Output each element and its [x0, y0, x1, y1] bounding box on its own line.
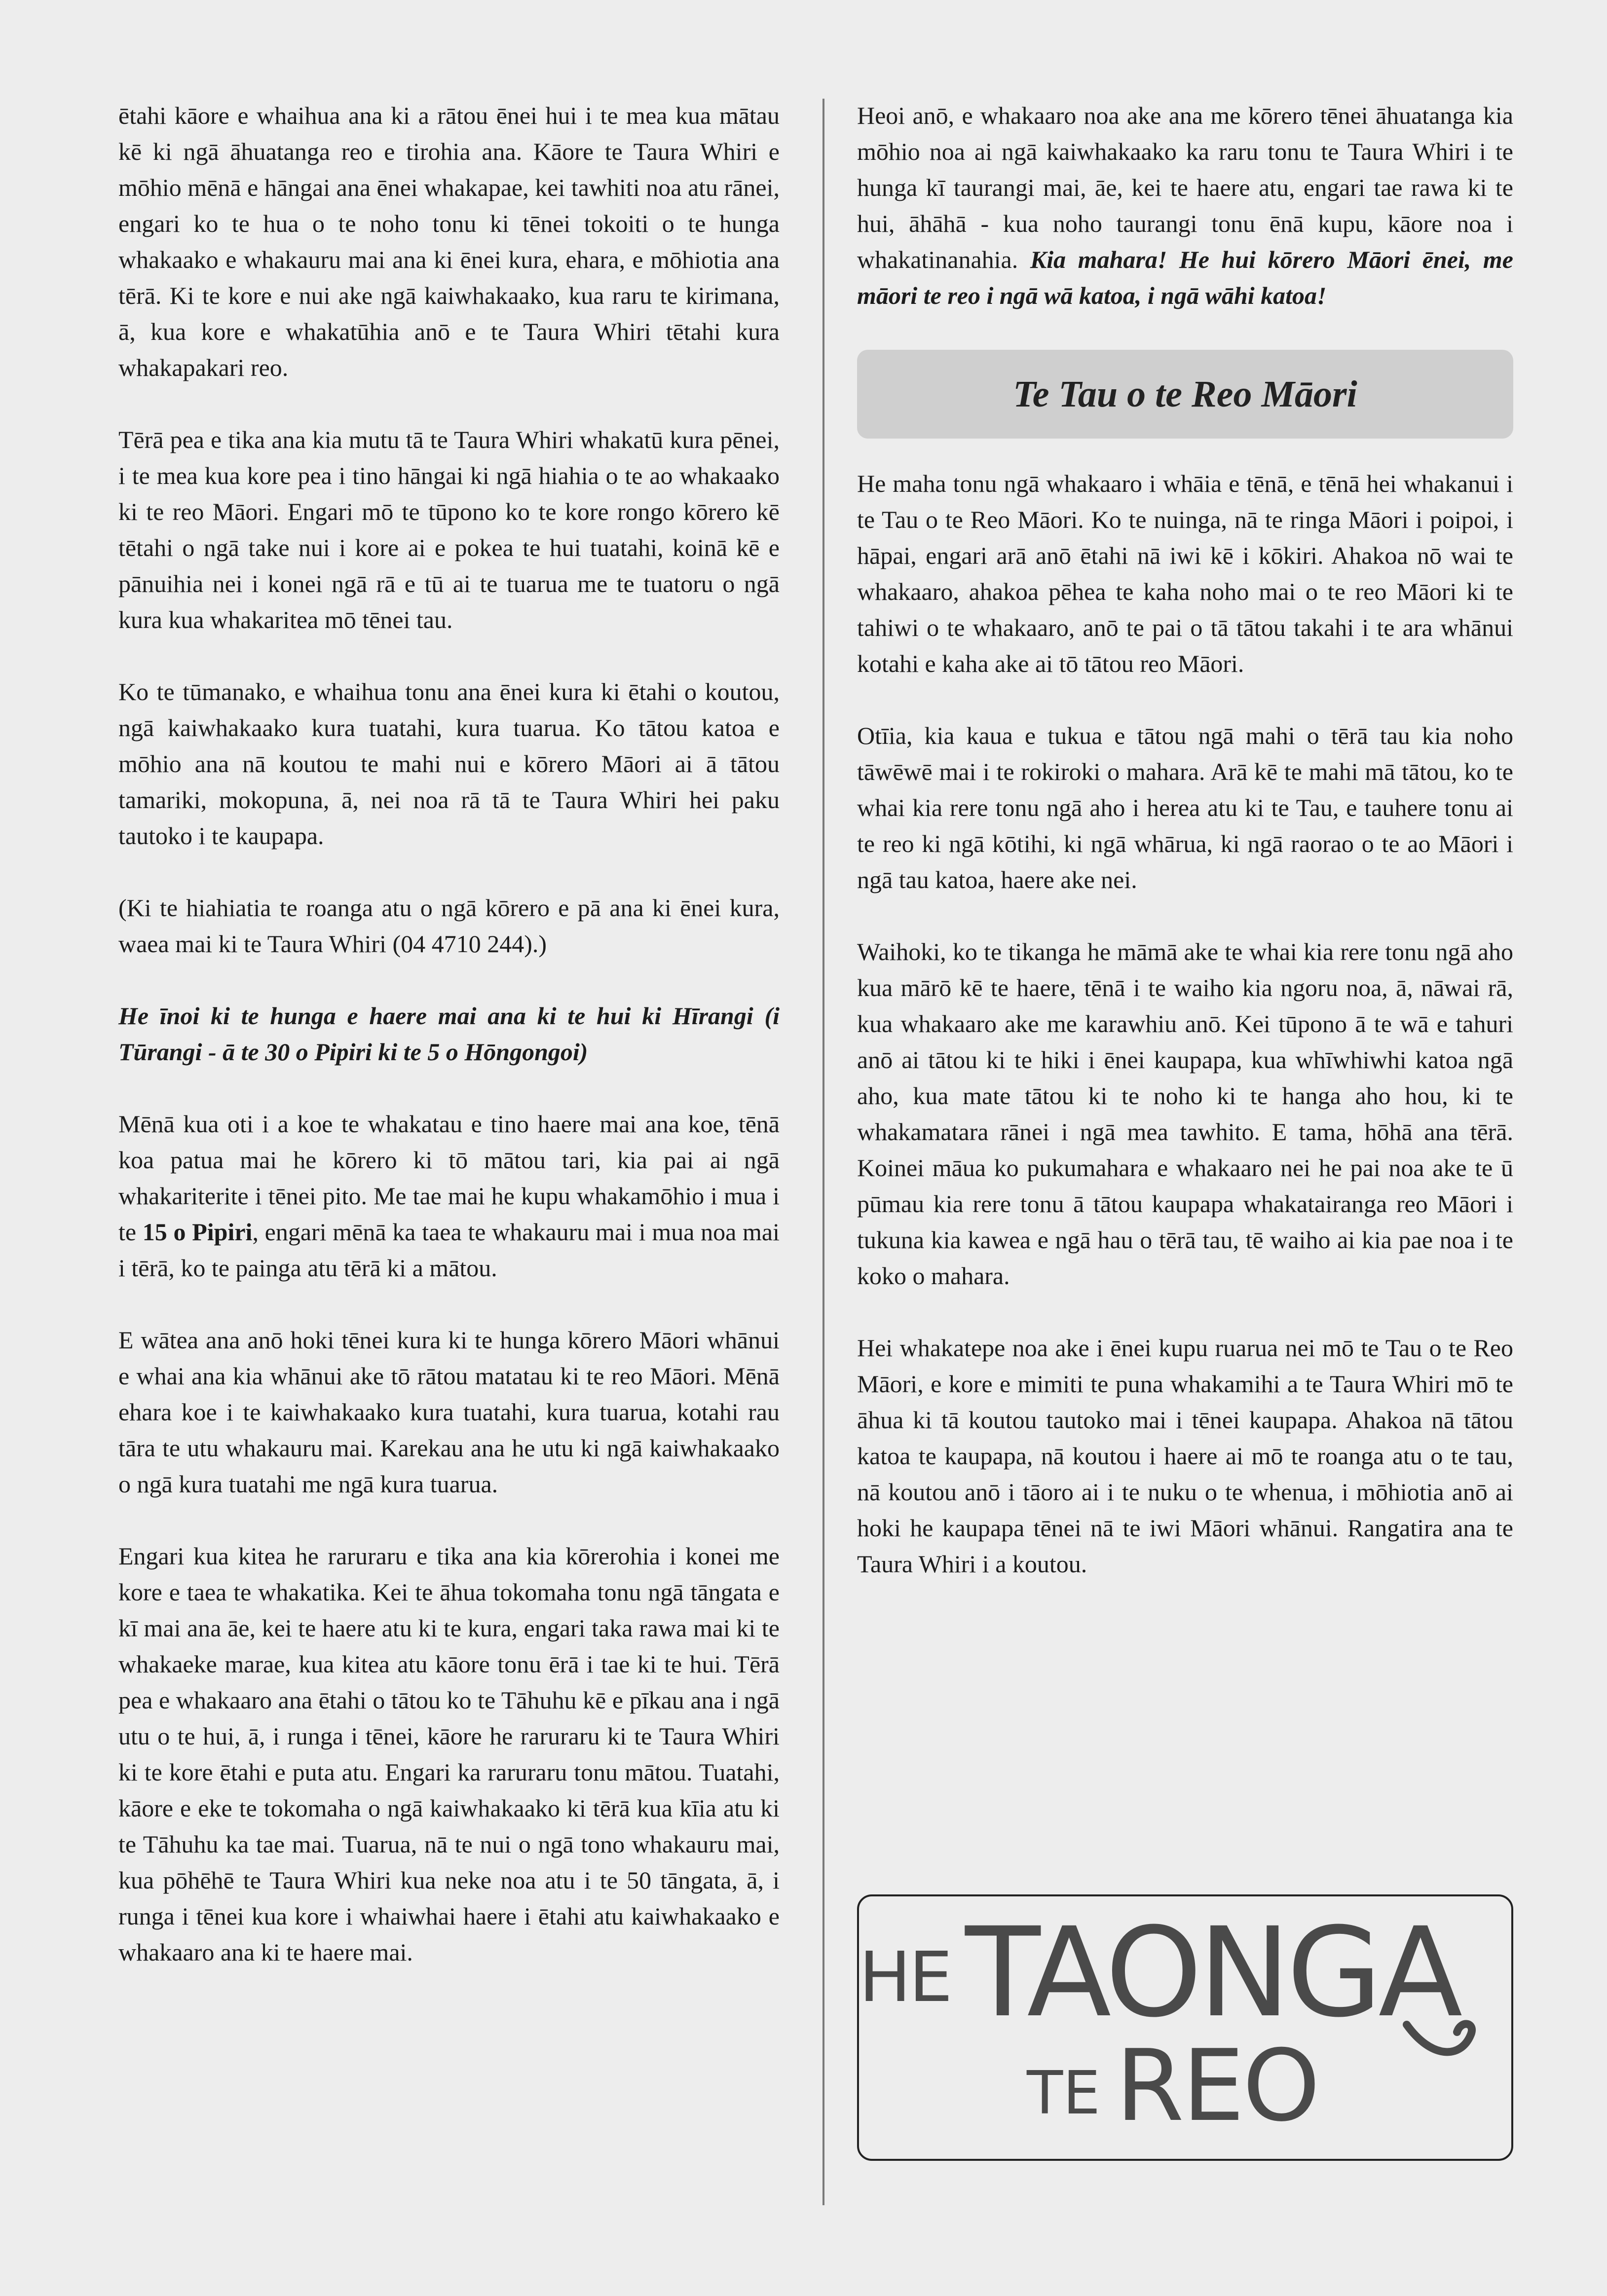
right-paragraph-3: Otīia, kia kaua e tukua e tātou ngā mahi o tērā tau kia noho tāwēwē mai i te rokiroki o mahara. Arā kē te mahi mā tātou, ko te whai kia rere tonu ngā aho i herea atu ki te Tau, e tauhere tonu ai te reo ki ngā kōtihi, ki ngā whārua, ki ngā raorao o te ao Māori i ngā tau katoa, haere ake nei. [857, 722, 1513, 893]
logo-reo-text: REO [1116, 2029, 1318, 2144]
left-column [118, 98, 780, 1970]
right-column [857, 98, 1513, 1582]
reminder-emphasis: Kia mahara! He hui kōrero Māori ēnei, me māori te reo i ngā wā katoa, i ngā wāhi katoa! [857, 246, 1514, 309]
logo-swirl-icon [1402, 2015, 1481, 2074]
right-paragraph-4: Waihoki, ko te tikanga he māmā ake te whai kia rere tonu ngā aho kua mārō kē te haere, tēnā i te waiho kia ngoru noa, ā, nāwai rā, kua whakaaro ake me karawhiu anō. Kei tūpono ā te wā e tahuri anō ai tātou ki te hiki i ēnei kaupapa, kua whīwhiwhi katoa ngā aho, kua mate tātou ki te noho ki te hanga aho hou, ki te whakamatara rānei i ngā mea tawhito. E tama, hōhā ana tērā. Koinei māua ko pukumahara e whakaaro nei he pai noa ake te ū pūmau kia rere tonu ā tātou kaupapa whakatairanga reo Māori i tukuna kia kawea e ngā hau o tērā tau, tē waiho ai kia pae noa i te koko o mahara. [857, 938, 1513, 1290]
section-title: Te Tau o te Reo Māori [1013, 373, 1357, 415]
section-title-box [857, 350, 1513, 439]
paragraph-5-end: , engari mēnā ka taea te whakauru mai i mua noa mai i tērā, ko te painga atu tērā ki a mātou. [118, 1218, 780, 1282]
right-paragraph-5: Hei whakatepe noa ake i ēnei kupu ruarua nei mō te Tau o te Reo Māori, e kore e mimiti te puna whakamihi a te Taura Whiri mō te āhua ki tā koutou tautoko mai i tēnei kaupapa. Ahakoa nā tātou katoa te kaupapa, nā koutou i haere ai mō te roanga atu o te tau, nā koutou anō i tāoro ai i te nuku o te whenua, i mōhiotia anō ai hoki he kaupapa tēnei nā te iwi Māori whānui. Rangatira ana te Taura Whiri i a koutou. [857, 1334, 1513, 1578]
left-paragraph-1: ētahi kāore e whaihua ana ki a rātou ēnei hui i te mea kua mātau kē ki ngā āhuatanga reo e tirohia ana. Kāore te Taura Whiri e mōhio mēnā e hāngai ana ēnei whakapae, kei tawhiti noa atu rānei, engari ko te hua o te noho tonu ki tēnei tokoiti o te hunga whakaako e whakauru mai ana ki ēnei kura, ehara, e mōhiotia ana tērā. Ki te kore e nui ake ngā kaiwhakaako, kua raru te kirimana, ā, kua kore e whakatūhia anō e te Taura Whiri tētahi kura whakapakari reo. [118, 102, 780, 381]
he-taonga-te-reo-logo [857, 1894, 1513, 2161]
paragraph-1-text: Heoi anō, e whakaaro noa ake ana me kōrero tēnei āhuatanga kia mōhio noa ai ngā kaiwhakaako ka raru tonu te Taura Whiri i te hunga kī taurangi mai, āe, kei te haere atu, engari tae rawa ki te hui, āhāhā - kua noho taurangi tonu ēnā kupu, kāore noa i whakatinanahia. [857, 102, 1513, 273]
left-paragraph-6: E wātea ana anō hoki tēnei kura ki te hunga kōrero Māori whānui e whai ana kia whānui ake tō rātou matatau ki te reo Māori. Mēnā ehara koe i te kaiwhakaako kura tuatahi, kura tuarua, kotahi rau tāra te utu whakauru mai. Karekau ana he utu ki ngā kaiwhakaako o ngā kura tuatahi me ngā kura tuarua. [118, 1326, 780, 1498]
logo-taonga-text: TAONGA [965, 1901, 1459, 2044]
paragraph-5-start: Mēnā kua oti i a koe te whakatau e tino haere mai ana koe, tēnā koa patua mai he kōrero ki tō mātou tari, kia pai ai ngā whakariterite i tēnei pito. Me tae mai he kupu whakamōhio i mua i te [118, 1110, 780, 1246]
logo-he-text: HE [859, 1937, 951, 2018]
right-paragraph-2: He maha tonu ngā whakaaro i whāia e tēnā, e tēnā hei whakanui i te Tau o te Reo Māori. Ko te nuinga, nā te ringa Māori i poipoi, i hāpai, engari arā anō ētahi nā iwi kē i kōkiri. Ahakoa nō wai te whakaaro, ahakoa pēhea te kaha noho mai o te reo Māori ki te tahiwi o te whakaaro, anō te pai o tā tātou takahi i te ara whānui kotahi e kaha ake ai tō tātou reo Māori. [857, 470, 1513, 677]
left-paragraph-4: (Ki te hiahiatia te roanga atu o ngā kōrero e pā ana ki ēnei kura, waea mai ki te Taura Whiri (04 4710 244).) [118, 894, 780, 958]
left-paragraph-7: Engari kua kitea he raruraru e tika ana kia kōrerohia i konei me kore e taea te whakatika. Kei te āhua tokomaha tonu ngā tāngata e kī mai ana āe, kei te haere atu ki te kura, engari taka rawa mai ki te whakaeke marae, kua kitea atu kāore tonu ērā i tae ki te hui. Tērā pea e whakaaro ana ētahi o tātou ko te Tāhuhu kē e pīkau ana i ngā utu o te hui, ā, i runga i tēnei, kāore he raruraru ki te Taura Whiri ki te kore ētahi e puta atu. Engari ka raruraru tonu mātou. Tuatahi, kāore e eke te tokomaha o ngā kaiwhakaako ki tērā kua kīia atu ki te Tāhuhu ka tae mai. Tuarua, nā te nui o ngā tono whakauru mai, kua pōhēhē te Taura Whiri kua neke noa atu i te 50 tāngata, ā, i runga i tēnei kua kore i whaiwhai haere i ētahi atu kaiwhakaako e whakaaro ana ki te haere mai. [118, 1542, 780, 1966]
left-paragraph-5 [118, 1106, 780, 1286]
right-paragraph-1 [857, 98, 1513, 314]
column-divider [822, 99, 824, 2205]
invitation-heading: He īnoi ki te hunga e haere mai ana ki te hui ki Hīrangi (i Tūrangi - ā te 30 o Pipiri ki te 5 o Hōngongoi) [118, 1002, 780, 1066]
logo-te-text: TE [1027, 2059, 1101, 2128]
left-paragraph-3: Ko te tūmanako, e whaihua tonu ana ēnei kura ki ētahi o koutou, ngā kaiwhakaako kura tuatahi, kura tuarua. Ko tātou katoa e mōhio ana nā koutou te mahi nui e kōrero Māori ai ā tātou tamariki, mokopuna, ā, nei noa rā tā te Taura Whiri hei paku tautoko i te kaupapa. [118, 678, 780, 850]
left-paragraph-2: Tērā pea e tika ana kia mutu tā te Taura Whiri whakatū kura pēnei, i te mea kua kore pea i tino hāngai ki ngā hiahia o te ao whakaako ki te reo Māori. Engari mō te tūpono ko te kore rongo kōrero kē tētahi o ngā take nui i kore ai e pokea te hui tuatahi, koinā kē e pānuihia nei i konei ngā rā e tū ai te tuarua me te tuatoru o ngā kura kua whakaritea mō tēnei tau. [118, 426, 780, 633]
deadline-date: 15 o Pipiri [142, 1218, 253, 1246]
